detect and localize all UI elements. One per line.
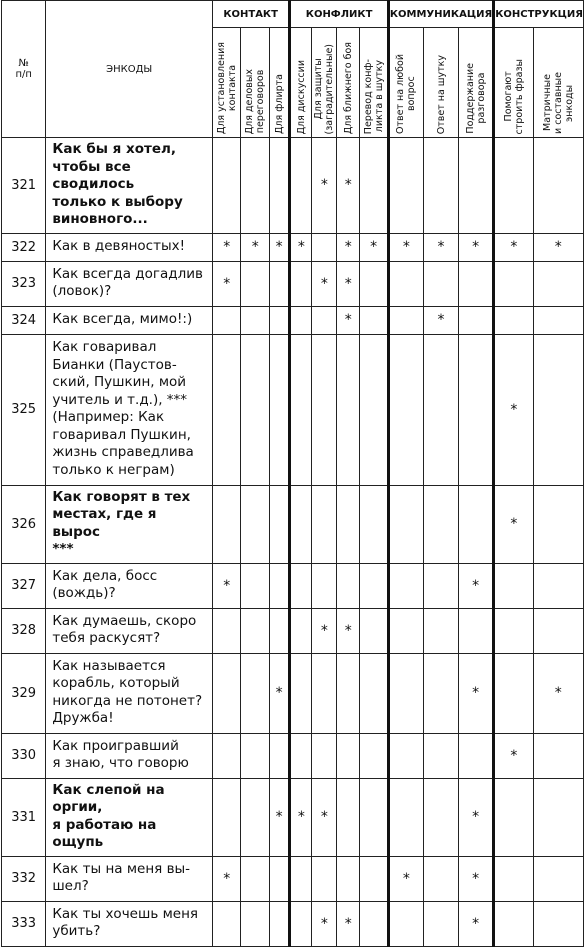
mark-cell [388, 261, 423, 306]
group-construction: КОНСТРУКЦИЯ [494, 1, 584, 28]
mark-cell [312, 485, 337, 563]
row-number: 327 [2, 563, 46, 608]
mark-cell [360, 138, 389, 234]
mark-cell: * [494, 233, 533, 261]
mark-cell [212, 901, 241, 946]
mark-cell [533, 485, 583, 563]
row-number: 328 [2, 608, 46, 653]
mark-cell [459, 306, 494, 334]
mark-cell: * [241, 233, 270, 261]
column-header-label: Ответ на шутку [435, 54, 447, 134]
mark-cell [494, 778, 533, 856]
mark-cell [360, 653, 389, 733]
mark-cell: * [269, 233, 289, 261]
mark-cell [494, 563, 533, 608]
mark-cell [360, 856, 389, 901]
table-row [2, 608, 584, 653]
mark-cell: * [459, 563, 494, 608]
mark-cell [533, 856, 583, 901]
mark-cell [388, 653, 423, 733]
column-header-label: Матричные и составные энкоды [541, 72, 575, 134]
mark-cell: * [388, 233, 423, 261]
mark-cell [533, 733, 583, 778]
mark-cell [269, 901, 289, 946]
mark-cell [337, 733, 360, 778]
mark-cell [212, 733, 241, 778]
mark-cell: * [290, 233, 312, 261]
mark-cell [241, 733, 270, 778]
mark-cell: * [312, 608, 337, 653]
table-row [2, 334, 584, 485]
mark-cell: * [212, 233, 241, 261]
mark-cell [212, 334, 241, 485]
mark-cell [459, 485, 494, 563]
mark-cell: * [423, 233, 458, 261]
mark-cell [241, 485, 270, 563]
mark-cell [337, 485, 360, 563]
row-number: 333 [2, 901, 46, 946]
encode-table [1, 0, 584, 947]
mark-cell [360, 778, 389, 856]
mark-cell [290, 563, 312, 608]
header-encodes: ЭНКОДЫ [46, 1, 213, 138]
mark-cell: * [533, 233, 583, 261]
mark-cell [388, 608, 423, 653]
header-number: № п/п [2, 1, 46, 138]
mark-cell [212, 306, 241, 334]
mark-cell [312, 733, 337, 778]
row-number: 321 [2, 138, 46, 234]
mark-cell [360, 733, 389, 778]
mark-cell [388, 306, 423, 334]
mark-cell [459, 261, 494, 306]
mark-cell: * [312, 261, 337, 306]
mark-cell [269, 306, 289, 334]
column-header-5 [312, 28, 337, 138]
mark-cell [388, 563, 423, 608]
mark-cell: * [212, 261, 241, 306]
mark-cell: * [494, 334, 533, 485]
encode-text: Как всегда догадлив (ловок)? [46, 261, 213, 306]
mark-cell: * [312, 778, 337, 856]
mark-cell [290, 733, 312, 778]
encode-text: Как слепой на оргии, я работаю на ощупь [46, 778, 213, 856]
row-number: 322 [2, 233, 46, 261]
row-number: 324 [2, 306, 46, 334]
mark-cell [533, 563, 583, 608]
table-row [2, 138, 584, 234]
mark-cell: * [533, 653, 583, 733]
mark-cell [423, 334, 458, 485]
encode-text: Как в девяностых! [46, 233, 213, 261]
mark-cell [212, 778, 241, 856]
mark-cell [241, 778, 270, 856]
mark-cell [241, 653, 270, 733]
table-row [2, 778, 584, 856]
mark-cell [290, 261, 312, 306]
mark-cell [423, 653, 458, 733]
encode-text: Как говорят в тех местах, где я вырос *** [46, 485, 213, 563]
mark-cell [459, 733, 494, 778]
column-header-1 [212, 28, 241, 138]
column-header-label: Перевод конф- ликта в шутку [362, 58, 385, 134]
table-row [2, 733, 584, 778]
mark-cell [290, 138, 312, 234]
mark-cell [269, 733, 289, 778]
column-header-9 [423, 28, 458, 138]
column-header-label: Для флирта [273, 74, 285, 134]
encode-text: Как всегда, мимо!:) [46, 306, 213, 334]
mark-cell [337, 778, 360, 856]
column-header-7 [360, 28, 389, 138]
mark-cell [290, 334, 312, 485]
mark-cell [423, 138, 458, 234]
row-number: 330 [2, 733, 46, 778]
mark-cell [312, 563, 337, 608]
mark-cell [241, 334, 270, 485]
mark-cell [290, 608, 312, 653]
column-header-12 [533, 28, 583, 138]
mark-cell [312, 233, 337, 261]
table-row [2, 485, 584, 563]
column-header-6 [337, 28, 360, 138]
row-number: 326 [2, 485, 46, 563]
mark-cell [269, 261, 289, 306]
row-number: 332 [2, 856, 46, 901]
mark-cell [290, 856, 312, 901]
column-header-label: Для установления контакта [215, 41, 238, 134]
column-header-2 [241, 28, 270, 138]
mark-cell: * [459, 653, 494, 733]
mark-cell: * [337, 138, 360, 234]
column-header-label: Для ближнего боя [342, 41, 354, 134]
encode-text: Как говаривал Бианки (Паустов- ский, Пушкин, мой учитель и т.д.), *** (Например: Как говаривал Пушкин, жизнь справедлива только к неграм) [46, 334, 213, 485]
mark-cell [312, 306, 337, 334]
mark-cell [423, 608, 458, 653]
mark-cell [388, 138, 423, 234]
mark-cell [241, 901, 270, 946]
mark-cell [241, 306, 270, 334]
encode-text: Как думаешь, скоро тебя раскусят? [46, 608, 213, 653]
mark-cell [241, 563, 270, 608]
encode-text: Как называется корабль, который никогда не потонет? Дружба! [46, 653, 213, 733]
mark-cell: * [337, 233, 360, 261]
mark-cell: * [459, 901, 494, 946]
table-row [2, 856, 584, 901]
mark-cell: * [459, 778, 494, 856]
column-header-label: Помогают строить фразы [502, 58, 525, 134]
mark-cell: * [494, 485, 533, 563]
mark-cell: * [312, 138, 337, 234]
mark-cell [290, 306, 312, 334]
mark-cell: * [388, 856, 423, 901]
mark-cell: * [212, 856, 241, 901]
mark-cell: * [290, 778, 312, 856]
mark-cell [290, 653, 312, 733]
mark-cell [423, 563, 458, 608]
mark-cell: * [337, 306, 360, 334]
mark-cell [388, 778, 423, 856]
column-header-3 [269, 28, 289, 138]
mark-cell [337, 653, 360, 733]
mark-cell [533, 306, 583, 334]
mark-cell [423, 261, 458, 306]
encode-text: Как бы я хотел, чтобы все сводилось только к выбору виновного... [46, 138, 213, 234]
column-header-label: Ответ на любой вопрос [395, 54, 418, 134]
table-row [2, 901, 584, 946]
mark-cell [312, 334, 337, 485]
row-number: 331 [2, 778, 46, 856]
row-number: 323 [2, 261, 46, 306]
mark-cell: * [423, 306, 458, 334]
row-number: 329 [2, 653, 46, 733]
mark-cell [269, 485, 289, 563]
group-communication: КОММУНИКАЦИЯ [388, 1, 493, 28]
mark-cell: * [312, 901, 337, 946]
group-contact: КОНТАКТ [212, 1, 289, 28]
mark-cell: * [337, 608, 360, 653]
mark-cell [312, 653, 337, 733]
mark-cell: * [494, 733, 533, 778]
mark-cell [269, 856, 289, 901]
mark-cell: * [459, 233, 494, 261]
column-header-label: Поддержание разговора [464, 63, 487, 134]
table-row [2, 563, 584, 608]
mark-cell [337, 856, 360, 901]
mark-cell [212, 138, 241, 234]
mark-cell [459, 334, 494, 485]
mark-cell [337, 334, 360, 485]
table-row [2, 653, 584, 733]
mark-cell [494, 901, 533, 946]
encode-text: Как ты хочешь меня убить? [46, 901, 213, 946]
mark-cell [290, 485, 312, 563]
mark-cell [423, 778, 458, 856]
mark-cell [494, 856, 533, 901]
mark-cell [533, 334, 583, 485]
table-row [2, 233, 584, 261]
mark-cell [241, 856, 270, 901]
mark-cell [212, 485, 241, 563]
mark-cell [533, 261, 583, 306]
mark-cell [533, 901, 583, 946]
mark-cell [423, 485, 458, 563]
mark-cell: * [269, 653, 289, 733]
mark-cell [494, 138, 533, 234]
mark-cell [212, 653, 241, 733]
mark-cell [360, 334, 389, 485]
column-header-10 [459, 28, 494, 138]
column-header-4 [290, 28, 312, 138]
mark-cell [241, 138, 270, 234]
table-row [2, 306, 584, 334]
column-header-8 [388, 28, 423, 138]
mark-cell [312, 856, 337, 901]
mark-cell [269, 608, 289, 653]
mark-cell [290, 901, 312, 946]
mark-cell [533, 608, 583, 653]
mark-cell [494, 261, 533, 306]
column-header-label: Для дискуссии [295, 59, 307, 134]
mark-cell [388, 485, 423, 563]
mark-cell [241, 261, 270, 306]
mark-cell [459, 608, 494, 653]
mark-cell [269, 334, 289, 485]
mark-cell [533, 778, 583, 856]
mark-cell [212, 608, 241, 653]
mark-cell [423, 733, 458, 778]
mark-cell: * [212, 563, 241, 608]
mark-cell [360, 485, 389, 563]
column-header-11 [494, 28, 533, 138]
mark-cell [269, 138, 289, 234]
mark-cell [494, 653, 533, 733]
mark-cell [360, 306, 389, 334]
encode-text: Как ты на меня вы- шел? [46, 856, 213, 901]
mark-cell: * [360, 233, 389, 261]
encode-text: Как проигравший я знаю, что говорю [46, 733, 213, 778]
mark-cell [459, 138, 494, 234]
column-header-label: Для деловых переговоров [244, 68, 267, 134]
mark-cell: * [337, 261, 360, 306]
mark-cell [360, 608, 389, 653]
mark-cell [388, 334, 423, 485]
mark-cell: * [269, 778, 289, 856]
row-number: 325 [2, 334, 46, 485]
mark-cell [494, 306, 533, 334]
table-row [2, 261, 584, 306]
mark-cell [241, 608, 270, 653]
mark-cell [269, 563, 289, 608]
encode-text: Как дела, босс (вождь)? [46, 563, 213, 608]
group-conflict: КОНФЛИКТ [290, 1, 389, 28]
mark-cell [388, 901, 423, 946]
mark-cell: * [459, 856, 494, 901]
mark-cell [533, 138, 583, 234]
mark-cell [337, 563, 360, 608]
mark-cell [494, 608, 533, 653]
mark-cell [388, 733, 423, 778]
mark-cell: * [337, 901, 360, 946]
mark-cell [423, 901, 458, 946]
column-header-label: Для защиты (заградительные) [313, 43, 336, 134]
mark-cell [423, 856, 458, 901]
mark-cell [360, 563, 389, 608]
mark-cell [360, 261, 389, 306]
mark-cell [360, 901, 389, 946]
